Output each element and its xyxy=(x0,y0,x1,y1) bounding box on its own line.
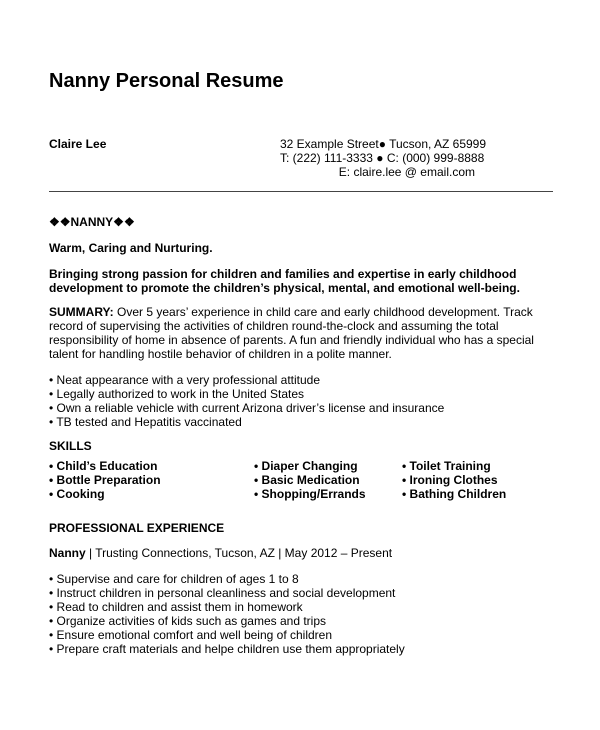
skill-item: • Diaper Changing xyxy=(254,459,358,473)
job-line xyxy=(49,546,559,560)
skill-item: • Toilet Training xyxy=(402,459,491,473)
skill-item: • Shopping/Errands xyxy=(254,487,366,501)
contact-block xyxy=(280,137,487,179)
list-item: • Own a reliable vehicle with current Arizona driver’s license and insurance xyxy=(49,401,445,415)
list-item: • Read to children and assist them in homework xyxy=(49,600,303,614)
qualities-list xyxy=(49,373,559,429)
contact-email: E: claire.lee @ email.com xyxy=(338,165,475,179)
tagline: Warm, Caring and Nurturing. xyxy=(49,241,213,255)
list-item: • Organize activities of kids such as games and trips xyxy=(49,614,326,628)
summary-label: SUMMARY: xyxy=(49,305,114,319)
list-item: • Supervise and care for children of ages 1 to 8 xyxy=(49,572,299,586)
role-heading: ❖❖NANNY❖❖ xyxy=(49,215,135,229)
skill-item: • Ironing Clothes xyxy=(402,473,498,487)
skills-column-3 xyxy=(402,459,506,501)
skill-item: • Bathing Children xyxy=(402,487,507,501)
skills-heading: SKILLS xyxy=(49,439,92,453)
skill-item: • Basic Medication xyxy=(254,473,360,487)
contact-phones: T: (222) 111-3333 ● C: (000) 999-8888 xyxy=(280,151,485,165)
duties-list xyxy=(49,572,559,656)
summary-text: Over 5 years’ experience in child care and early childhood development. Track record of supervising the activities of children round-the-clock and assuming the total responsibility of home in absence of parents. A fun and friendly individual who has a special talent for handling hostile behavior of children in a polite manner. xyxy=(49,305,534,361)
list-item: • Legally authorized to work in the United States xyxy=(49,387,305,401)
job-title: Nanny xyxy=(49,546,86,560)
intro-statement: Bringing strong passion for children and families and expertise in early childhood development to promote the children’s physical, mental, and emotional well-being. xyxy=(49,267,520,295)
contact-address: 32 Example Street● Tucson, AZ 65999 xyxy=(280,137,487,151)
skill-item: • Cooking xyxy=(49,487,105,501)
list-item: • Neat appearance with a very professional attitude xyxy=(49,373,321,387)
job-details: | Trusting Connections, Tucson, AZ | May 2012 – Present xyxy=(85,546,393,560)
summary-paragraph xyxy=(49,305,557,361)
candidate-name: Claire Lee xyxy=(49,137,107,151)
skill-item: • Bottle Preparation xyxy=(49,473,161,487)
experience-heading: PROFESSIONAL EXPERIENCE xyxy=(49,521,225,535)
list-item: • TB tested and Hepatitis vaccinated xyxy=(49,415,242,429)
skills-column-1 xyxy=(49,459,161,501)
skills-column-2 xyxy=(254,459,366,501)
header-divider xyxy=(49,191,553,192)
list-item: • Prepare craft materials and helpe children use them appropriately xyxy=(49,642,405,656)
list-item: • Instruct children in personal cleanliness and social development xyxy=(49,586,396,600)
list-item: • Ensure emotional comfort and well being of children xyxy=(49,628,333,642)
page-title: Nanny Personal Resume xyxy=(49,70,284,92)
skill-item: • Child’s Education xyxy=(49,459,158,473)
